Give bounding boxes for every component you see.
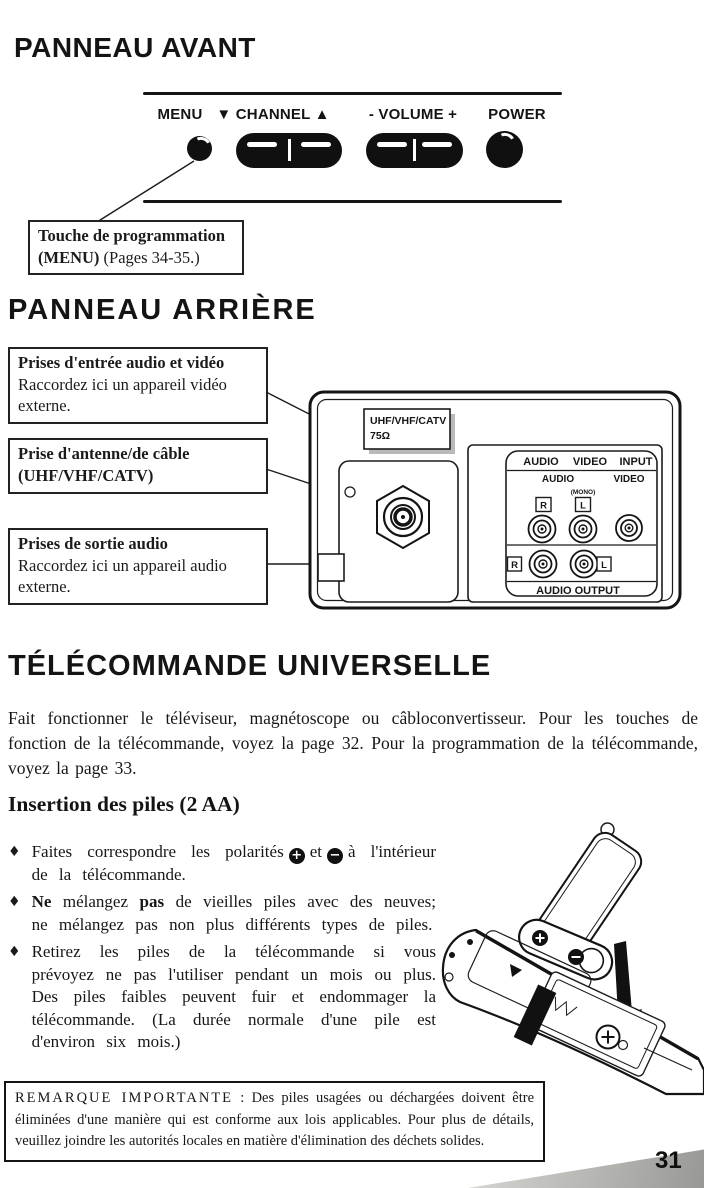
volume-label: - VOLUME + [368, 106, 458, 123]
bullet-text: Retirez les piles de la télécommande si vous prévoyez ne pas l'utiliser pendant un mois ou plus. Des piles faibles peuvent fuir et endommager la télécommande. (La durée normale d'une pile est d'environ six mois.) [31, 942, 436, 1051]
bullet-diamond-icon: ♦ [8, 894, 21, 910]
output-r-label: R [511, 560, 518, 571]
callout-title: Prise d'antenne/de câble (UHF/VHF/CATV) [18, 444, 190, 485]
power-label: POWER [488, 106, 546, 123]
page-number: 31 [655, 1147, 682, 1174]
bullet-text-bold: pas [139, 892, 165, 911]
rca-jack-video-input [616, 515, 642, 541]
input-l-label: L [580, 500, 586, 512]
channel-label: ▼ CHANNEL ▲ [216, 106, 330, 123]
output-l-label: L [601, 560, 607, 571]
header-input-label: INPUT [619, 456, 653, 468]
important-note-box [4, 1081, 545, 1162]
mono-label: (MONO) [570, 489, 596, 496]
input-r-label: R [540, 500, 547, 512]
battery-compartment [528, 970, 667, 1077]
bullet-text [32, 841, 436, 886]
battery-minus-mark [568, 949, 584, 965]
bullet-text-segment: à l'intérieur de la télécommande. [31, 842, 436, 884]
menu-callout-line [0, 85, 704, 230]
heading-front-panel: PANNEAU AVANT [14, 32, 256, 63]
remote-intro-paragraph: Fait fonctionner le téléviseur, magnétoscope ou câbloconvertisseur. Pour les touches de fonction de la télécommande, voyez la page 32. Pour la programmation de la télécommande, voyez la page 33. [8, 708, 698, 778]
battery-plus-mark [532, 930, 548, 946]
side-notch [318, 554, 344, 581]
list-item [8, 841, 436, 886]
callout-pages-ref: (Pages 34-35.) [99, 247, 200, 267]
menu-label: MENU [157, 106, 203, 123]
bullet-text [32, 891, 436, 936]
rca-jack-audio-r-output [530, 551, 557, 578]
note-separator: : [233, 1090, 252, 1106]
header-audio-label: AUDIO [523, 456, 559, 468]
callout-menu-ref: (MENU) [38, 247, 100, 267]
callout-body: Raccordez ici un appareil vidéo externe. [18, 374, 227, 415]
remote-battery-illustration [430, 818, 704, 1090]
bullet-text-segment: Faites correspondre les polarités [31, 842, 284, 861]
bullet-diamond-icon: ♦ [8, 844, 21, 860]
callout-title: Prises d'entrée audio et vidéo [18, 353, 225, 372]
antenna-ohm-label: 75Ω [370, 430, 391, 442]
rca-jack-audio-l-input [570, 516, 597, 543]
rca-jack-audio-l-output [571, 551, 598, 578]
heading-remote: TÉLÉCOMMANDE UNIVERSELLE [8, 650, 492, 682]
audio-output-label: AUDIO OUTPUT [536, 585, 620, 597]
heading-rear-panel: PANNEAU ARRIÈRE [8, 294, 317, 326]
menu-callout-box [28, 220, 244, 275]
callout-body: Raccordez ici un appareil audio externe. [18, 555, 227, 596]
note-label: REMARQUE IMPORTANTE [15, 1090, 234, 1106]
bullet-text-segment: de vieilles piles avec des neuves; ne mélangez pas non plus différents types de piles. [31, 892, 436, 934]
input-video-label: VIDEO [613, 474, 645, 485]
bullet-diamond-icon: ♦ [8, 944, 21, 960]
minus-polarity-icon: − [327, 848, 343, 864]
battery-instructions-list [8, 841, 436, 1059]
input-audio-label: AUDIO [541, 474, 575, 485]
plus-polarity-icon: + [289, 848, 305, 864]
bullet-text-segment: et [309, 842, 322, 861]
list-item [8, 891, 436, 936]
rca-jack-audio-r-input [529, 516, 556, 543]
list-item [8, 941, 436, 1054]
note-text: Des piles usagées ou déchargées doivent être éliminées d'une manière qui est conforme aux lois applicables. Pour plus de détails, veuillez joindre les autorités locales en matière d'élimination des déchets solides. [15, 1090, 534, 1149]
callout-title: Prises de sortie audio [18, 534, 168, 553]
header-video-label: VIDEO [572, 456, 608, 468]
callout-title: Touche de programmation [38, 226, 226, 245]
rear-panel-diagram [0, 340, 704, 620]
heading-battery-insertion: Insertion des piles (2 AA) [8, 792, 240, 816]
bullet-text-bold: Ne [31, 892, 52, 911]
antenna-label: UHF/VHF/CATV [370, 415, 447, 427]
bullet-text-segment: mélangez [51, 892, 140, 911]
